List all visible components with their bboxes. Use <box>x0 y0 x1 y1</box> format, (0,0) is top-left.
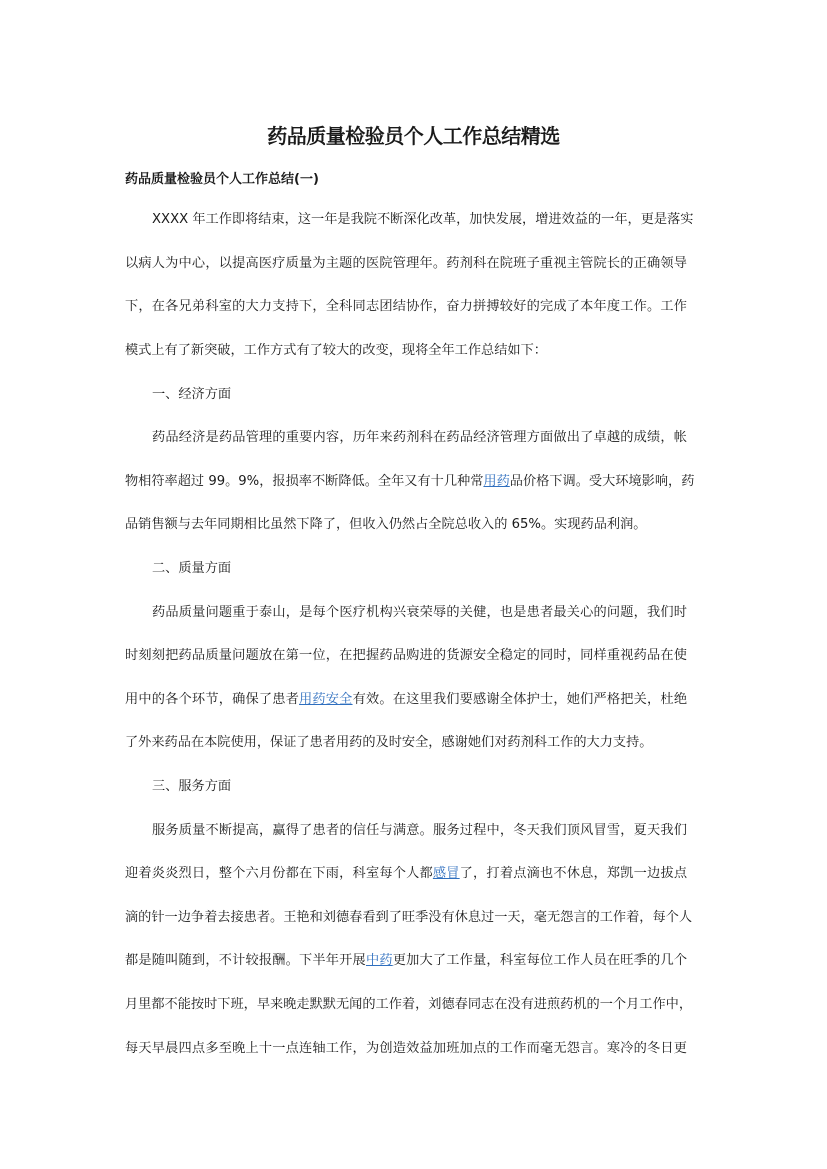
intro-line-3: 下，在各兄弟科室的大力支持下，全科同志团结协作，奋力拼搏较好的完成了本年度工作。工作 <box>125 299 687 314</box>
link-zhongyao[interactable]: 中药 <box>365 953 393 968</box>
intro-line-2: 以病人为中心，以提高医疗质量为主题的医院管理年。药剂科在院班子重视主管院长的正确领导 <box>125 256 687 271</box>
link-ganmao[interactable]: 感冒 <box>432 866 460 881</box>
economy-line-2-text-a: 物相符率超过 99。9%，报损率不断降低。全年又有十几种常 <box>125 474 484 489</box>
link-yongyao[interactable]: 用药 <box>483 474 510 489</box>
service-line-6: 每天早晨四点多至晚上十一点连轴工作，为创造效益加班加点的工作而毫无怨言。寒冷的冬日更 <box>125 1041 687 1056</box>
quality-line-3-text-a: 用中的各个环节，确保了患者 <box>125 692 300 707</box>
service-line-2-text-a: 迎着炎炎烈日，整个六月份都在下雨，科室每个人都 <box>125 866 433 881</box>
quality-line-2: 时刻刻把药品质量问题放在第一位，在把握药品购进的货源安全稳定的同时，同样重视药品在使 <box>125 648 687 663</box>
service-line-2 <box>125 864 687 884</box>
heading-economy: 一、经济方面 <box>152 387 232 402</box>
quality-line-4: 了外来药品在本院使用，保证了患者用药的及时安全，感谢她们对药剂科工作的大力支持。 <box>125 735 653 750</box>
heading-service: 三、服务方面 <box>152 779 232 794</box>
service-line-3: 滴的针一边争着去接患者。王艳和刘德春看到了旺季没有休息过一天，毫无怨言的工作着，每个人 <box>125 910 693 925</box>
quality-line-3 <box>125 690 687 710</box>
service-line-4-text-b: 更加大了工作量，科室每位工作人员在旺季的几个 <box>392 953 688 968</box>
service-line-5: 月里都不能按时下班，早来晚走默默无闻的工作着，刘德春同志在没有进煎药机的一个月工作中， <box>125 997 693 1012</box>
heading-quality: 二、质量方面 <box>152 561 232 576</box>
section-subtitle: 药品质量检验员个人工作总结(一) <box>125 172 319 187</box>
intro-line-4: 模式上有了新突破，工作方式有了较大的改变，现将全年工作总结如下： <box>125 343 547 358</box>
economy-line-3: 品销售额与去年同期相比虽然下降了，但收入仍然占全院总收入的 65%。实现药品利润。 <box>125 517 647 532</box>
quality-line-1: 药品质量问题重于泰山，是每个医疗机构兴衰荣辱的关健，也是患者最关心的问题，我们时 <box>152 605 687 620</box>
economy-line-2-text-b: 品价格下调。受大环境影响，药 <box>509 474 695 489</box>
service-line-1: 服务质量不断提高，赢得了患者的信任与满意。服务过程中，冬天我们顶风冒雪，夏天我们 <box>152 823 687 838</box>
quality-line-3-text-b: 有效。在这里我们要感谢全体护士，她们严格把关，杜绝 <box>352 692 688 707</box>
document-title: 药品质量检验员个人工作总结精选 <box>267 124 560 148</box>
link-yongyao-anquan[interactable]: 用药安全 <box>299 692 353 707</box>
intro-line-1: XXXX 年工作即将结束，这一年是我院不断深化改革，加快发展，增进效益的一年，更是落实 <box>152 212 694 227</box>
service-line-2-text-b: 了，打着点滴也不休息，郑凯一边拔点 <box>459 866 688 881</box>
economy-line-1: 药品经济是药品管理的重要内容，历年来药剂科在药品经济管理方面做出了卓越的成绩，帐 <box>152 430 687 445</box>
economy-line-2 <box>125 472 695 492</box>
service-line-4 <box>125 951 687 971</box>
service-line-4-text-a: 都是随叫随到，不计较报酬。下半年开展 <box>125 953 366 968</box>
